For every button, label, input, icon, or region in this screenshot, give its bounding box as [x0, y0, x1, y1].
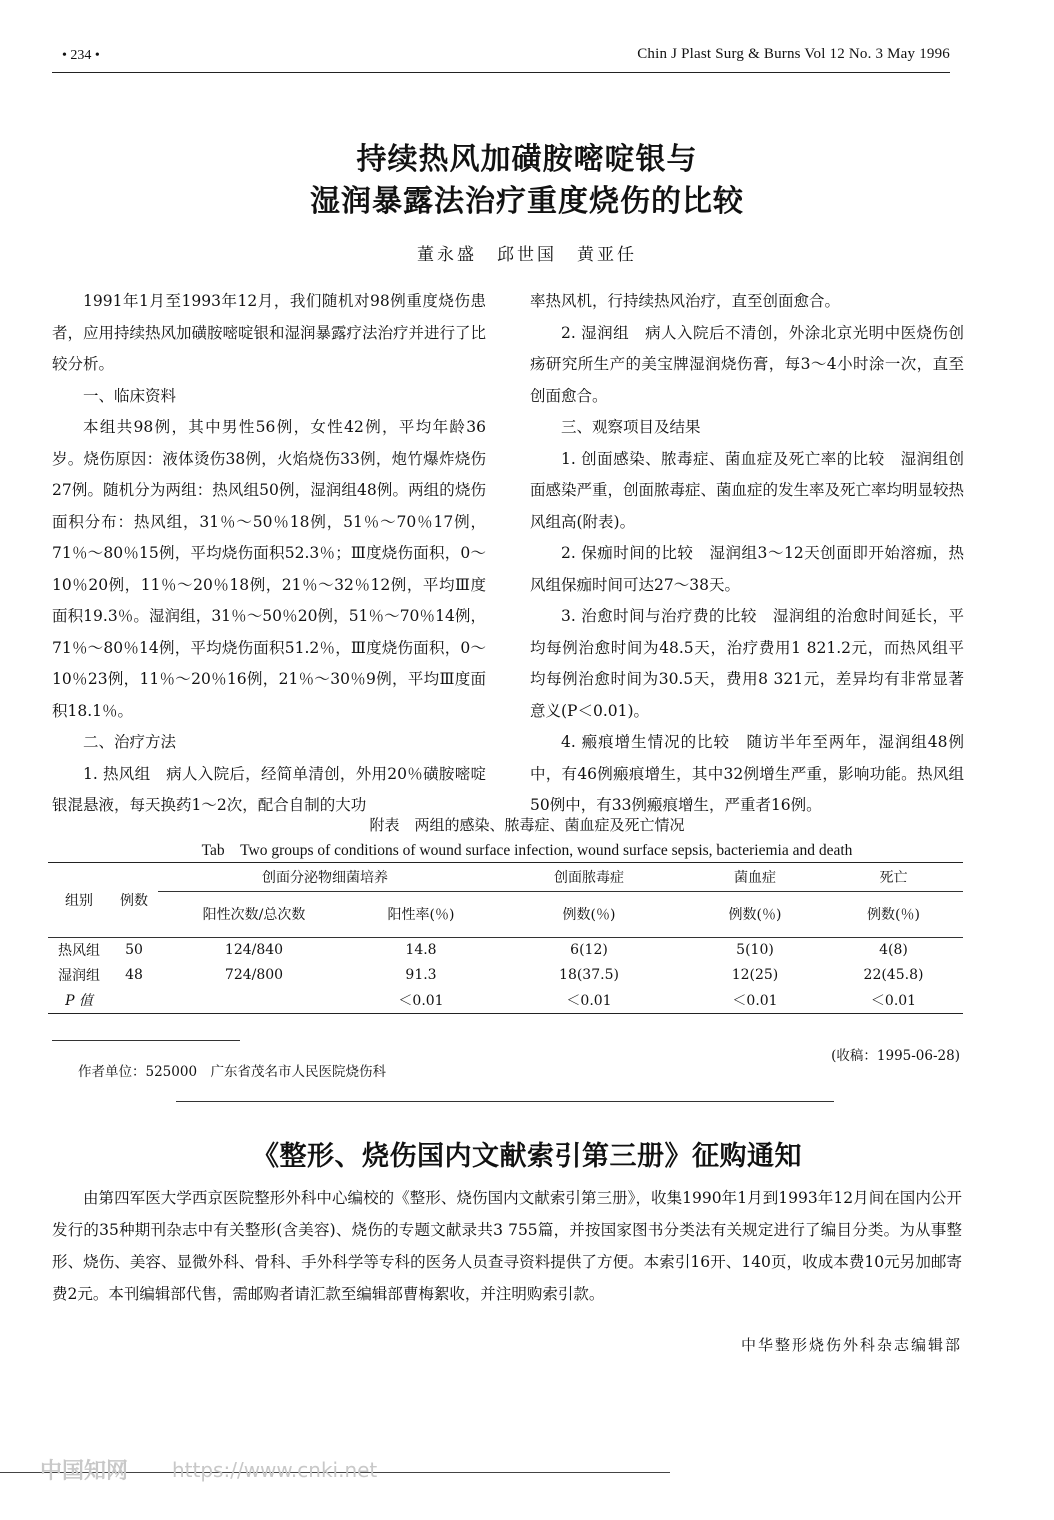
cell-death: 22(45.8) [863, 966, 924, 983]
results-infection-paragraph: 1. 创面感染、脓毒症、菌血症及死亡率的比较 湿润组创面感染严重，创面脓毒症、菌血症的发生率及死亡率均明显较热风组高(附表)。 [530, 449, 965, 531]
cell-bact: 12(25) [731, 966, 779, 983]
article-authors: 董永盛 邱世国 黄亚任 [417, 245, 637, 265]
footnote-rule [52, 1040, 240, 1041]
results-table [48, 862, 963, 1012]
table-row [48, 937, 963, 962]
results-eschar-paragraph: 2. 保痂时间的比较 湿润组3～12天创面即开始溶痂，热风组保痂时间可达27～38天。 [530, 544, 964, 594]
cell-n: 50 [125, 941, 143, 958]
cell-bact: ＜0.01 [732, 992, 778, 1009]
col-culture-header: 创面分泌物细菌培养 [262, 869, 388, 886]
notice-title: 《整形、烧伤国内文献索引第三册》征购通知 [252, 1141, 802, 1172]
col-death-header: 死亡 [879, 869, 908, 886]
col-cases-header: 例数 [120, 892, 148, 909]
cell-sepsis: 6(12) [570, 941, 608, 958]
article-title-line1: 持续热风加磺胺嘧啶银与 [356, 142, 698, 177]
cell-n: 48 [125, 966, 143, 983]
right-column [530, 286, 964, 822]
col-group-header: 组别 [65, 892, 93, 909]
watermark-brand: 中国知网 [40, 1459, 129, 1484]
cell-n [110, 987, 158, 1012]
section-divider [176, 1101, 834, 1102]
watermark-url: https://www.cnki.net [172, 1458, 378, 1482]
treatment-hotair-paragraph: 1. 热风组 病人入院后，经简单清创，外用20％磺胺嘧啶银混悬液，每天换药1～2次，配合自制的大功 [52, 764, 486, 814]
header-rule [52, 72, 950, 73]
cell-pos [158, 987, 350, 1012]
page-number: • 234 • [62, 48, 100, 63]
cell-death: ＜0.01 [870, 992, 917, 1009]
cell-rate: 14.8 [405, 941, 437, 958]
table-row [48, 987, 963, 1012]
cell-group: 热风组 [58, 942, 100, 959]
notice-signature: 中华整形烧伤外科杂志编辑部 [740, 1336, 962, 1354]
section-heading-results: 三、观察项目及结果 [561, 418, 701, 436]
section-heading-treatment: 二、治疗方法 [83, 733, 177, 751]
cell-bact: 5(10) [736, 941, 774, 958]
cell-group: 湿润组 [58, 967, 100, 984]
left-column [52, 286, 486, 822]
col-sepsis-header: 创面脓毒症 [554, 869, 624, 886]
sub-death-cases: 例数(％) [867, 907, 920, 923]
table-caption-en: Tab Two groups of conditions of wound surface infection, wound surface sepsis, bacteriemia and death [201, 842, 853, 859]
col-bacteremia-header: 菌血症 [734, 869, 776, 886]
cell-death: 4(8) [879, 941, 908, 958]
cell-rate: 91.3 [405, 966, 437, 983]
table-bottom-rule [48, 1013, 963, 1014]
journal-citation: Chin J Plast Surg & Burns Vol 12 No. 3 May 1996 [637, 46, 950, 62]
article-title-line2: 湿润暴露法治疗重度烧伤的比较 [310, 184, 744, 219]
sub-positive-rate: 阳性率(％) [387, 907, 455, 923]
notice-body: 由第四军医大学西京医院整形外科中心编校的《整形、烧伤国内文献索引第三册》，收集1990年1月到1993年12月间在国内公开发行的35种期刊杂志中有关整形(含美容)、烧伤的专题文献录共3 755篇，并按国家图书分类法有关规定进行了编目分类。为从事整形、烧伤、美容、显微外科、骨科、手外科学等专科的医务人员查寻资料提供了方便。本索引16开、140页，收成本费10元另加邮寄费2元。本刊编辑部代售，需邮购者请汇款至编辑部曹梅絮收，并注明购索引款。 [52, 1189, 962, 1303]
sub-positive-total: 阳性次数/总次数 [202, 907, 306, 923]
cell-rate: ＜0.01 [398, 992, 444, 1009]
received-date: (收稿：1995-06-28) [831, 1048, 960, 1064]
cell-sepsis: ＜0.01 [566, 992, 612, 1009]
cell-pos: 124/840 [224, 941, 284, 958]
table-row [48, 962, 963, 987]
section-heading-clinical: 一、临床资料 [83, 386, 177, 405]
cell-sepsis: 18(37.5) [559, 966, 619, 983]
treatment-hotair-continued: 率热风机，行持续热风治疗，直至创面愈合。 [530, 292, 841, 310]
cell-group: P 值 [65, 992, 93, 1009]
table-caption-cn: 附表 两组的感染、脓毒症、菌血症及死亡情况 [369, 816, 685, 834]
sub-bacteremia-cases: 例数(％) [728, 907, 782, 923]
results-scar-paragraph: 4. 瘢痕增生情况的比较 随访半年至两年，湿润组48例中，有46例瘢痕增生，其中32例增生严重，影响功能。热风组50例中，有33例瘢痕增生，严重者16例。 [530, 733, 964, 814]
intro-paragraph: 1991年1月至1993年12月，我们随机对98例重度烧伤患者，应用持续热风加磺胺嘧啶银和湿润暴露疗法治疗并进行了比较分析。 [52, 292, 487, 373]
results-healing-paragraph: 3. 治愈时间与治疗费的比较 湿润组的治愈时间延长，平均每例治愈时间为48.5天，治疗费用1 821.2元，而热风组平均每例治愈时间为30.5天，费用8 321元，差异均有非常显著意义(P＜0.01)。 [530, 607, 964, 720]
author-affiliation: 作者单位：525000 广东省茂名市人民医院烧伤科 [78, 1064, 387, 1080]
sub-sepsis-cases: 例数(％) [562, 907, 616, 923]
treatment-moist-paragraph: 2. 湿润组 病人入院后不清创，外涂北京光明中医烧伤创疡研究所生产的美宝牌湿润烧伤膏，每3～4小时涂一次，直至创面愈合。 [530, 323, 964, 405]
cell-pos: 724/800 [224, 966, 284, 983]
clinical-paragraph: 本组共98例，其中男性56例，女性42例，平均年龄36岁。烧伤原因：液体烫伤38例，火焰烧伤33例，炮竹爆炸烧伤27例。随机分为两组：热风组50例，湿润组48例。两组的烧伤面积分布：热风组，31％～50％18例，51％～70％17例，71％～80％15例，平均烧伤面积52.3％；Ⅲ度烧伤面积，0～10％20例，11％～20％18例，21％～32％12例，平均Ⅲ度面积19.3％。湿润组，31％～50％20例，51％～70％14例，71％～80％14例，平均烧伤面积51.2％，Ⅲ度烧伤面积，0～10％23例，11％～20％16例，21％～30％9例，平均Ⅲ度面积18.1％。 [52, 418, 486, 720]
